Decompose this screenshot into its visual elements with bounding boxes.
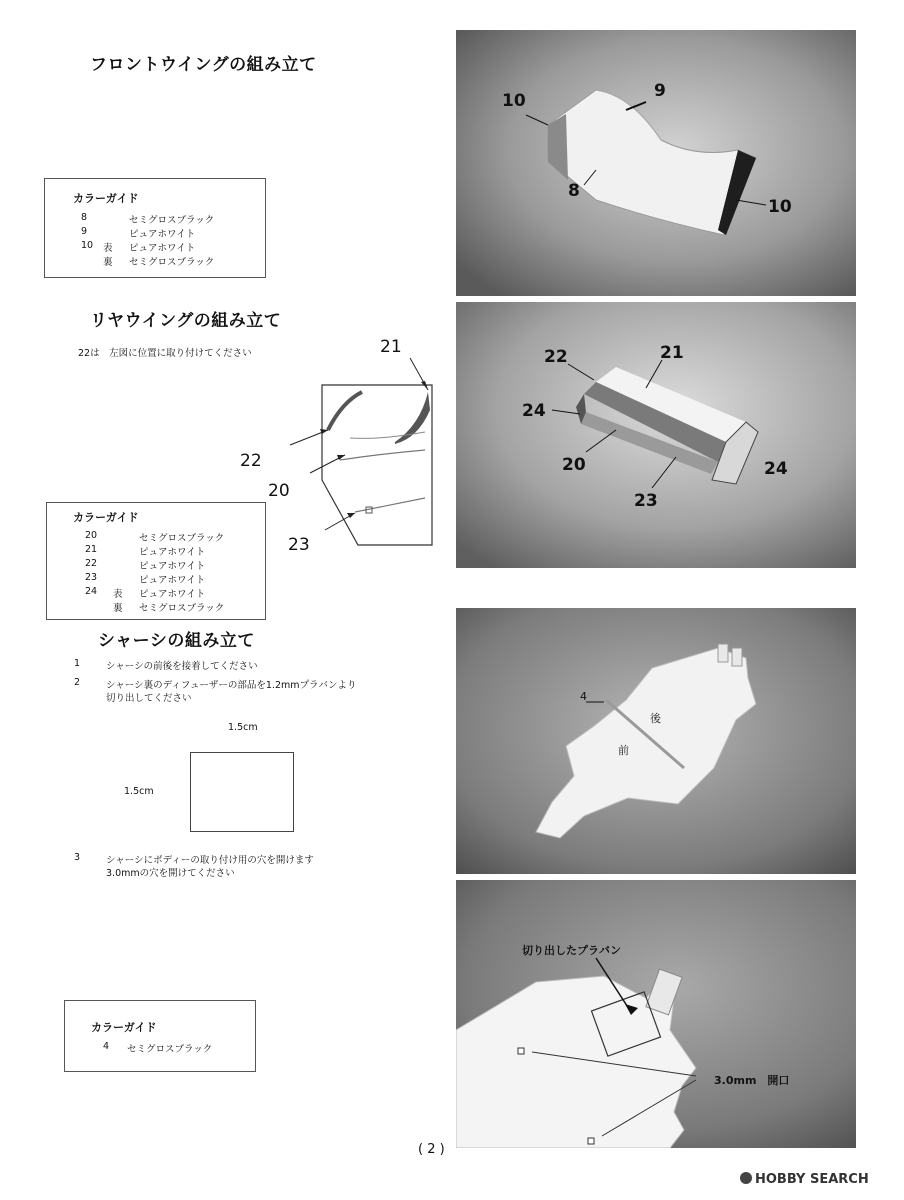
diffuser-cut-square [190,752,294,832]
wing-element-21 [328,392,362,430]
photo-label-hole: 3.0mm 開口 [714,1074,790,1087]
part-color: セミグロスブラック [127,1044,213,1055]
front-wing-title: フロントウイングの組み立て [90,55,317,75]
color-guide-title: カラーガイド [73,511,139,524]
step-number: 1 [74,658,81,669]
photo-label-10: 10 [502,91,526,111]
photo-label-24b: 24 [764,459,788,479]
photo-label-rear: 後 [650,712,661,725]
part-side: 裏 [113,603,123,614]
color-guide-title: カラーガイド [91,1021,157,1034]
part-number: 10 [81,240,94,251]
chassis-color-guide [64,1000,256,1072]
step-number: 3 [74,852,81,863]
part-side: 裏 [103,257,113,268]
part-color: セミグロスブラック [139,603,225,614]
color-guide-title: カラーガイド [73,192,139,205]
step-text: シャーシ裏のディフューザーの部品を1.2mmプラバンより [106,680,357,691]
part-number: 8 [81,212,88,223]
photo-label-8: 8 [568,181,580,201]
part-color: ピュアホワイト [139,575,206,586]
logo-icon [740,1172,752,1184]
part-number: 21 [85,544,98,555]
part-color: セミグロスブラック [129,215,215,226]
part-number: 23 [85,572,98,583]
part-color: ピュアホワイト [129,229,196,240]
diagram-label-22: 22 [240,451,262,471]
photo-label-22: 22 [544,347,568,367]
hole-marker [588,1138,594,1144]
part-side: 表 [103,243,113,254]
part-number: 9 [81,226,88,237]
diagram-label-23: 23 [288,535,310,555]
hole-marker [518,1048,524,1054]
part-number: 22 [85,558,98,569]
watermark-text: HOBBY SEARCH [755,1172,869,1187]
front-wing-photo [456,30,856,296]
part-number: 24 [85,586,98,597]
rear-wing-photo [456,302,856,568]
part-number: 4 [103,1041,110,1052]
photo-label-cut-plastic: 切り出したプラバン [522,944,621,957]
photo-label-23: 23 [634,491,658,511]
photo-label-4: 4 [580,690,587,703]
chassis-photo [456,608,856,874]
part-color: ピュアホワイト [139,589,206,600]
part-number: 20 [85,530,98,541]
photo-label-21: 21 [660,343,684,363]
part-color: セミグロスブラック [139,533,225,544]
photo-label-9: 9 [654,81,666,101]
rear-wing-color-guide [46,502,266,620]
dimension-width: 1.5cm [228,722,258,733]
photo-label-front: 前 [618,744,629,757]
rear-wing-title: リヤウイングの組み立て [90,311,282,331]
part-color: ピュアホワイト [139,561,206,572]
dimension-height: 1.5cm [124,786,154,797]
step-text: シャーシにボディーの取り付け用の穴を開けます [106,855,314,866]
photo-label-24: 24 [522,401,546,421]
step-text-continued: 3.0mmの穴を開けてください [106,868,235,879]
photo-label-10b: 10 [768,197,792,217]
endplate-outline [322,385,432,545]
photo-label-20: 20 [562,455,586,475]
part-color: ピュアホワイト [129,243,196,254]
chassis-underside-photo [456,880,856,1148]
step-text-continued: 切り出してください [106,693,192,704]
watermark [740,1172,869,1187]
step-text: シャーシの前後を接着してください [106,661,258,672]
wing-element-20 [340,450,425,460]
part-color: セミグロスブラック [129,257,215,268]
front-wing-color-guide [44,178,266,278]
part-color: ピュアホワイト [139,547,206,558]
diagram-label-21: 21 [380,337,402,357]
step-number: 2 [74,677,81,688]
part-side: 表 [113,589,123,600]
rear-wing-note: 22は 左図に位置に取り付けてください [78,348,252,359]
diagram-label-20: 20 [268,481,290,501]
chassis-title: シャーシの組み立て [98,631,255,651]
page-number: ( 2 ) [418,1142,445,1157]
